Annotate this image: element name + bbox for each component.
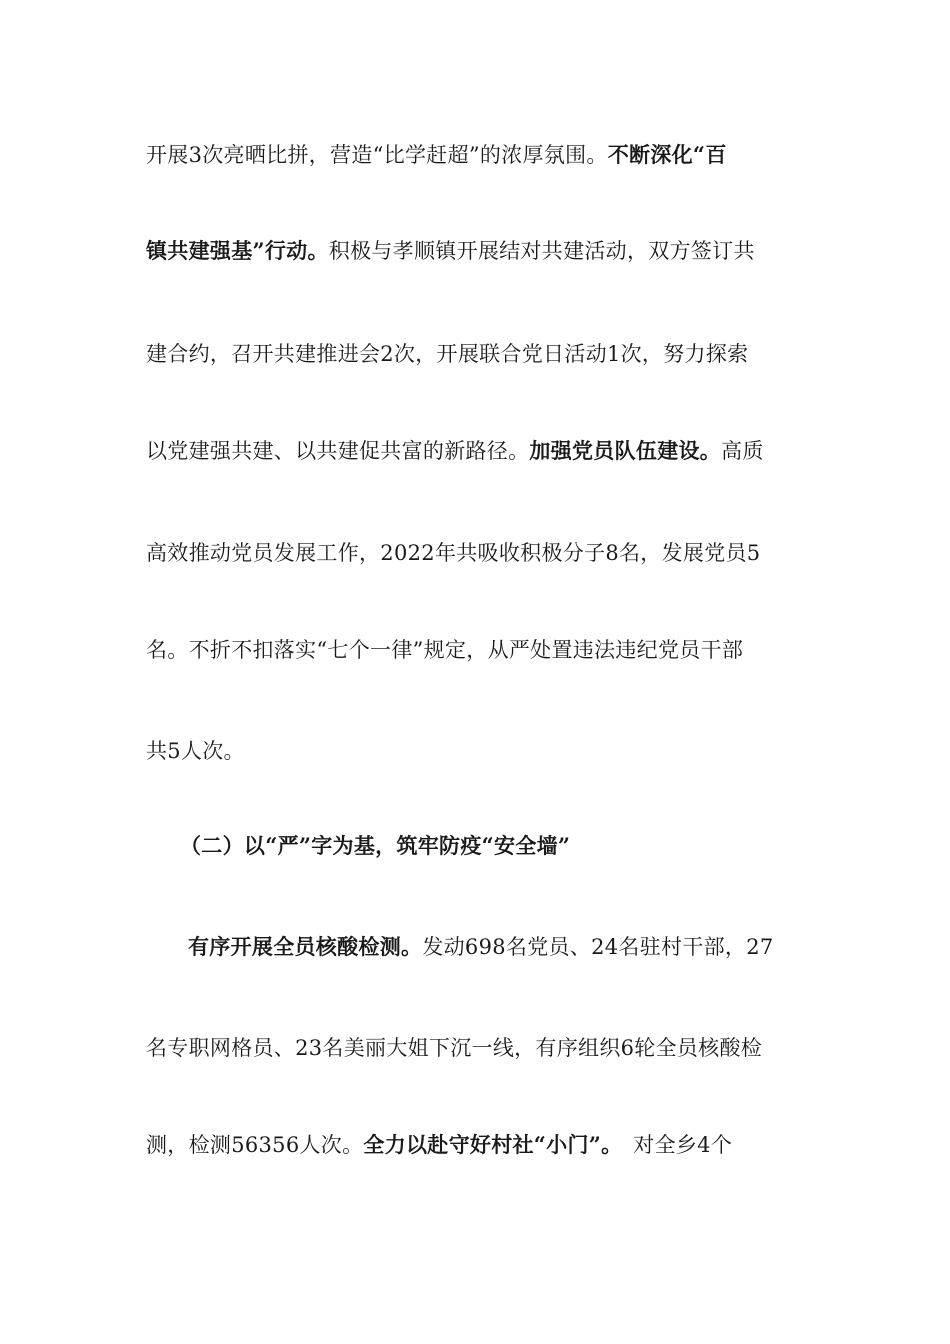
paragraph-line-3 xyxy=(146,339,806,369)
bold-heading-segment: 不断深化“百 xyxy=(607,142,727,167)
paragraph-line-8 xyxy=(188,932,848,962)
bold-heading-segment: 加强党员队伍建设。 xyxy=(529,438,722,463)
text-segment: 积极与孝顺镇开展结对共建活动，双方签订共 xyxy=(328,239,755,263)
bold-heading-segment: 镇共建强基”行动。 xyxy=(146,238,329,263)
bold-heading-segment: 有序开展全员核酸检测。 xyxy=(188,934,423,959)
paragraph-line-7 xyxy=(146,736,806,766)
bold-heading-segment: 全力以赴守好村社“小门”。 xyxy=(363,1132,612,1157)
paragraph-line-10 xyxy=(146,1130,806,1160)
paragraph-line-2 xyxy=(146,236,806,266)
paragraph-line-9 xyxy=(146,1033,806,1063)
text-segment: 以党建强共建、以共建促共富的新路径。 xyxy=(146,439,530,463)
text-segment: 对全乡4个 xyxy=(611,1133,733,1157)
text-segment: 名。不折不扣落实“七个一律”规定，从严处置违法违纪党员干部 xyxy=(146,638,744,662)
text-segment: 高效推动党员发展工作，2022年共吸收积极分子8名，发展党员5 xyxy=(146,541,761,565)
text-segment: 测，检测56356人次。 xyxy=(146,1133,364,1157)
text-segment: 共5人次。 xyxy=(146,739,245,763)
text-segment: 开展3次亮晒比拼，营造“比学赶超”的浓厚氛围。 xyxy=(146,143,608,167)
paragraph-line-5 xyxy=(146,538,806,568)
section-heading-text: （二）以“严”字为基，筑牢防疫“安全墙” xyxy=(180,833,571,858)
paragraph-line-4 xyxy=(146,436,806,466)
text-segment: 高质 xyxy=(721,439,764,463)
text-segment: 名专职网格员、23名美丽大姐下沉一线，有序组织6轮全员核酸检 xyxy=(146,1036,763,1060)
section-heading xyxy=(180,831,840,861)
text-segment: 建合约，召开共建推进会2次，开展联合党日活动1次，努力探索 xyxy=(146,342,749,366)
paragraph-line-1 xyxy=(146,140,806,170)
text-segment: 发动698名党员、24名驻村干部，27 xyxy=(422,935,774,959)
paragraph-line-6 xyxy=(146,635,806,665)
